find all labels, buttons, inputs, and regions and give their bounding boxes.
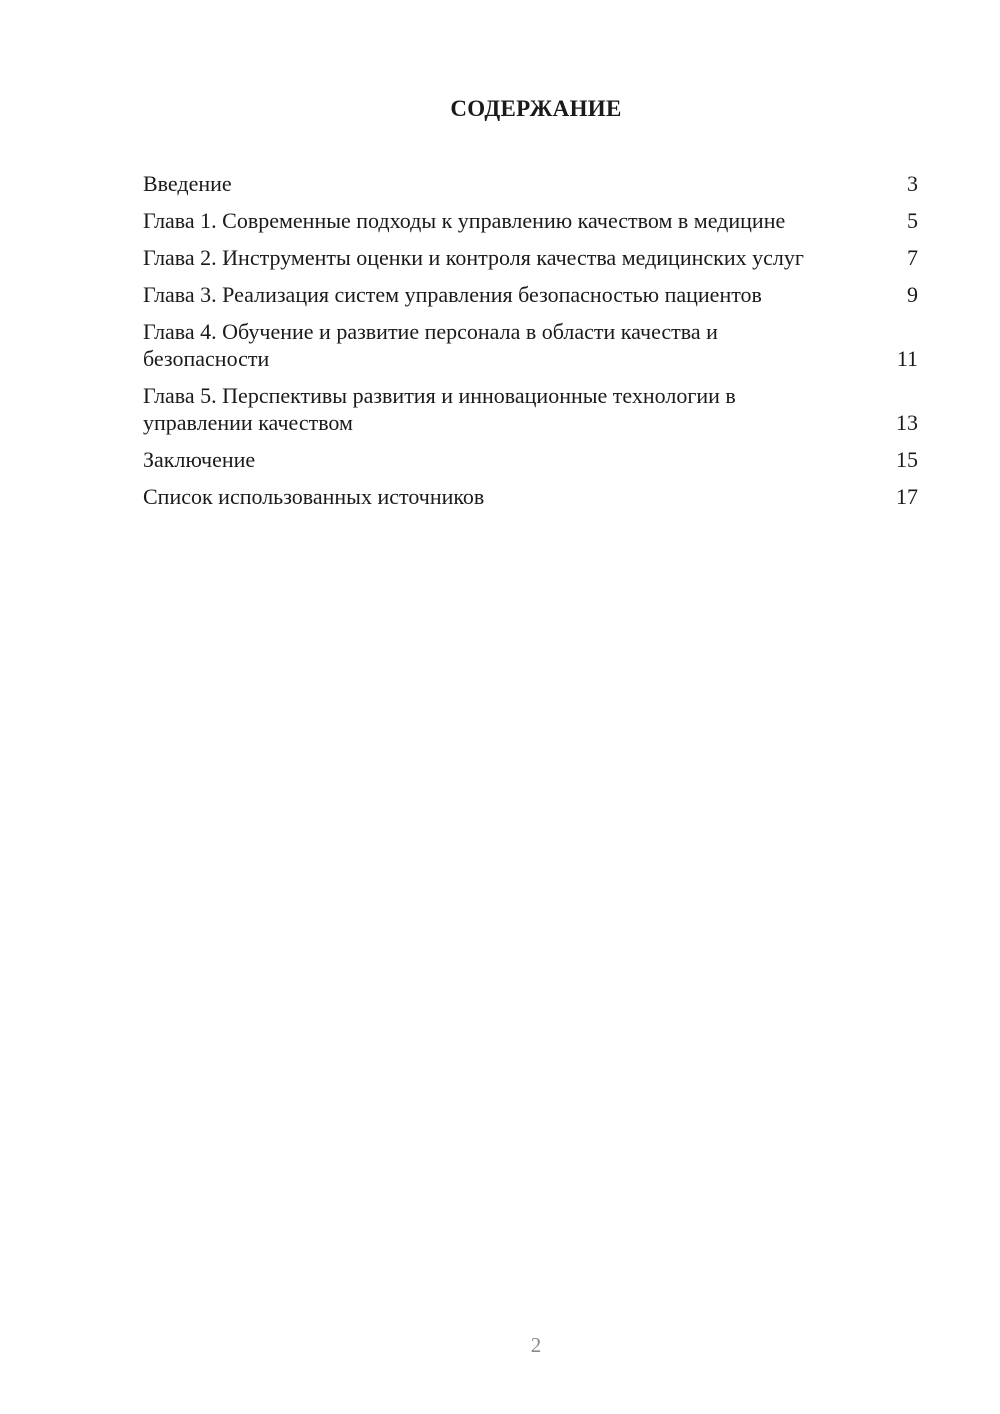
toc-entry-page: 17 xyxy=(896,484,918,509)
toc-entry-text: Глава 3. Реализация систем управления безопасностью пациентов xyxy=(143,282,762,307)
toc-entry-page: 13 xyxy=(896,410,918,435)
toc-entry-text: Заключение xyxy=(143,447,256,472)
toc-entry-page: 15 xyxy=(896,447,918,472)
toc-entry-text: Список использованных источников xyxy=(143,484,485,509)
toc-entry-text: Глава 2. Инструменты оценки и контроля качества медицинских услуг xyxy=(143,245,804,270)
toc-heading: СОДЕРЖАНИЕ xyxy=(450,96,622,121)
toc-entry-text: Глава 1. Современные подходы к управлению качеством в медицине xyxy=(143,208,786,233)
toc-entry-text: Глава 4. Обучение и развитие персонала в области качества и безопасности xyxy=(143,319,718,371)
toc-entry-chapter-4 xyxy=(143,318,918,372)
toc-entry-page: 11 xyxy=(896,346,918,371)
toc-entry-introduction xyxy=(143,170,918,197)
toc-entry-page: 5 xyxy=(907,208,918,233)
toc-entry-chapter-3 xyxy=(143,281,918,308)
toc-entry-chapter-2 xyxy=(143,244,918,271)
toc-entry-page: 9 xyxy=(907,282,918,307)
table-of-contents xyxy=(143,170,918,520)
toc-entry-page: 7 xyxy=(907,245,918,270)
toc-entry-conclusion xyxy=(143,446,918,473)
page-number: 2 xyxy=(530,1333,542,1357)
toc-entry-page: 3 xyxy=(907,171,918,196)
toc-entry-references xyxy=(143,483,918,510)
toc-entry-text: Введение xyxy=(143,171,232,196)
toc-entry-chapter-1 xyxy=(143,207,918,234)
toc-entry-chapter-5 xyxy=(143,382,918,436)
toc-entry-text: Глава 5. Перспективы развития и инновационные технологии в управлении качеством xyxy=(143,383,736,435)
